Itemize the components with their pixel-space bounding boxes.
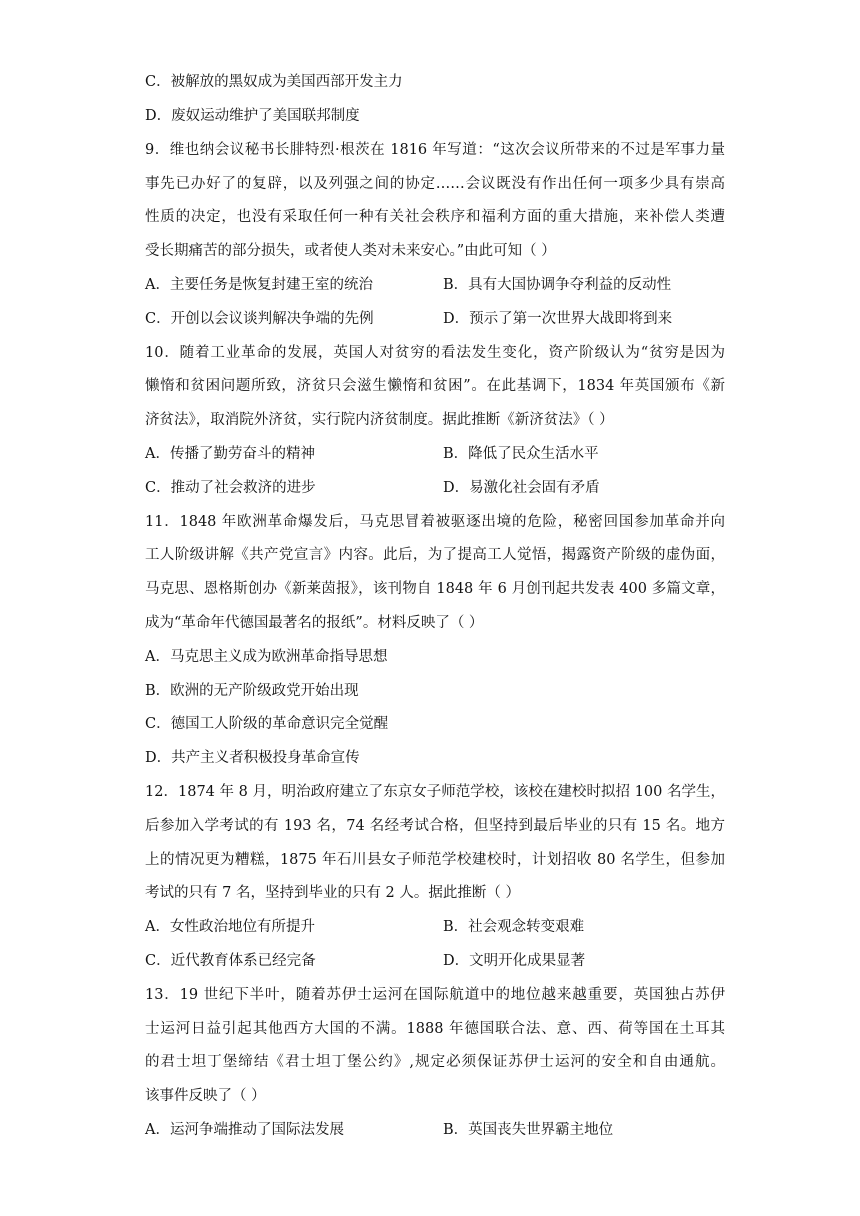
option-letter: D． bbox=[443, 953, 470, 969]
option-text: 欧洲的无产阶级政党开始出现 bbox=[170, 683, 359, 699]
option-text: 开创以会议谈判解决争端的先例 bbox=[170, 311, 374, 327]
q9-option-d bbox=[443, 309, 672, 329]
q8-option-c bbox=[145, 72, 403, 92]
q9-stem-line-3: 性质的决定，也没有采取任何一种有关社会秩序和福利方面的重大措施，来补偿人类遭 bbox=[145, 209, 725, 225]
option-letter: A． bbox=[145, 649, 170, 665]
option-text: 女性政治地位有所提升 bbox=[169, 919, 315, 935]
q12-option-d bbox=[443, 951, 585, 971]
option-text: 废奴运动维护了美国联邦制度 bbox=[171, 108, 360, 124]
q11-stem-line-3: 马克思、恩格斯创办《新莱茵报》，该刊物自 1848 年 6 月创刊起共发表 400 多篇文章， bbox=[145, 581, 725, 597]
q10-option-c bbox=[145, 478, 316, 498]
option-text: 共产主义者积极投身革命宣传 bbox=[171, 750, 360, 766]
option-text: 近代教育体系已经完备 bbox=[170, 953, 316, 969]
option-text: 具有大国协调争夺利益的反动性 bbox=[468, 277, 672, 293]
q11-option-d bbox=[145, 748, 360, 768]
q11-stem-line-4: 成为“革命年代德国最著名的报纸”。材料反映了（ ） bbox=[145, 615, 484, 631]
option-text: 文明开化成果显著 bbox=[469, 953, 586, 969]
option-letter: B． bbox=[443, 919, 469, 935]
q10-stem-line-2: 懒惰和贫困问题所致，济贫只会滋生懒惰和贫困”。在此基调下，1834 年英国颁布《新 bbox=[145, 378, 725, 394]
option-text: 被解放的黑奴成为美国西部开发主力 bbox=[170, 74, 403, 90]
option-letter: A． bbox=[145, 446, 170, 462]
q12-stem-line-1: 12．1874 年 8 月，明治政府建立了东京女子师范学校，该校在建校时拟招 100 名学生， bbox=[145, 784, 725, 800]
option-letter: C． bbox=[145, 716, 171, 732]
q12-option-b bbox=[443, 917, 584, 937]
q12-option-c bbox=[145, 951, 316, 971]
option-letter: A． bbox=[145, 277, 170, 293]
option-letter: A． bbox=[145, 1122, 170, 1138]
q10-option-b bbox=[443, 444, 599, 464]
option-text: 英国丧失世界霸主地位 bbox=[468, 1122, 614, 1138]
option-text: 马克思主义成为欧洲革命指导思想 bbox=[169, 649, 388, 665]
option-text: 德国工人阶级的革命意识完全觉醒 bbox=[170, 716, 389, 732]
q13-stem-line-2: 士运河日益引起其他西方大国的不满。1888 年德国联合法、意、西、荷等国在土耳其 bbox=[145, 1021, 725, 1037]
q11-option-c bbox=[145, 714, 388, 734]
q12-stem-line-3: 上的情况更为糟糕，1875 年石川县女子师范学校建校时，计划招收 80 名学生，但参加 bbox=[145, 852, 725, 868]
option-text: 推动了社会救济的进步 bbox=[170, 480, 316, 496]
q12-stem-line-2: 后参加入学考试的有 193 名，74 名经考试合格，但坚持到最后毕业的只有 15 名。地方 bbox=[145, 818, 725, 834]
q13-stem-line-3: 的君士坦丁堡缔结《君士坦丁堡公约》,规定必须保证苏伊士运河的安全和自由通航。 bbox=[145, 1054, 725, 1070]
option-letter: D． bbox=[443, 311, 470, 327]
option-letter: D． bbox=[145, 750, 172, 766]
option-text: 易激化社会固有矛盾 bbox=[469, 480, 600, 496]
q10-stem-line-1: 10．随着工业革命的发展，英国人对贫穷的看法发生变化，资产阶级认为“贫穷是因为 bbox=[145, 345, 725, 361]
option-letter: A． bbox=[145, 919, 170, 935]
q8-option-d bbox=[145, 106, 360, 126]
q10-stem-line-3: 济贫法》，取消院外济贫，实行院内济贫制度。据此推断《新济贫法》（ ） bbox=[145, 412, 614, 428]
option-letter: B． bbox=[443, 446, 469, 462]
option-letter: C． bbox=[145, 953, 171, 969]
q9-option-a bbox=[145, 275, 373, 295]
q11-option-b bbox=[145, 681, 359, 701]
q9-option-c bbox=[145, 309, 374, 329]
q11-stem-line-1: 11．1848 年欧洲革命爆发后，马克思冒着被驱逐出境的危险，秘密回国参加革命并向 bbox=[145, 514, 725, 530]
option-letter: B． bbox=[145, 683, 171, 699]
option-text: 社会观念转变艰难 bbox=[468, 919, 585, 935]
q11-option-a bbox=[145, 647, 387, 667]
option-text: 主要任务是恢复封建王室的统治 bbox=[169, 277, 373, 293]
q9-stem-line-1: 9．维也纳会议秘书长腓特烈·根茨在 1816 年写道：“这次会议所带来的不过是军事力量 bbox=[145, 142, 725, 158]
option-letter: C． bbox=[145, 480, 171, 496]
option-text: 预示了第一次世界大战即将到来 bbox=[469, 311, 673, 327]
option-letter: C． bbox=[145, 311, 171, 327]
q13-option-a bbox=[145, 1120, 344, 1140]
q11-stem-line-2: 工人阶级讲解《共产党宣言》内容。此后，为了提高工人觉悟，揭露资产阶级的虚伪面， bbox=[145, 547, 725, 563]
option-text: 传播了勤劳奋斗的精神 bbox=[169, 446, 315, 462]
q10-option-d bbox=[443, 478, 600, 498]
option-letter: C． bbox=[145, 74, 171, 90]
q12-stem-line-4: 考试的只有 7 名，坚持到毕业的只有 2 人。据此推断（ ） bbox=[145, 885, 520, 901]
q13-stem-line-1: 13．19 世纪下半叶，随着苏伊士运河在国际航道中的地位越来越重要，英国独占苏伊 bbox=[145, 987, 725, 1003]
q10-option-a bbox=[145, 444, 315, 464]
q9-option-b bbox=[443, 275, 671, 295]
option-text: 降低了民众生活水平 bbox=[468, 446, 599, 462]
q13-option-b bbox=[443, 1120, 613, 1140]
option-letter: D． bbox=[145, 108, 172, 124]
q12-option-a bbox=[145, 917, 315, 937]
option-letter: B． bbox=[443, 277, 469, 293]
q9-stem-line-4: 受长期痛苦的部分损失，或者使人类对未来安心。”由此可知（ ） bbox=[145, 243, 556, 259]
q13-stem-line-4: 该事件反映了（ ） bbox=[145, 1088, 266, 1104]
option-letter: D． bbox=[443, 480, 470, 496]
option-text: 运河争端推动了国际法发展 bbox=[169, 1122, 344, 1138]
option-letter: B． bbox=[443, 1122, 469, 1138]
q9-stem-line-2: 事先已办好了的复辟，以及列强之间的协定……会议既没有作出任何一项多少具有崇高 bbox=[145, 176, 725, 192]
